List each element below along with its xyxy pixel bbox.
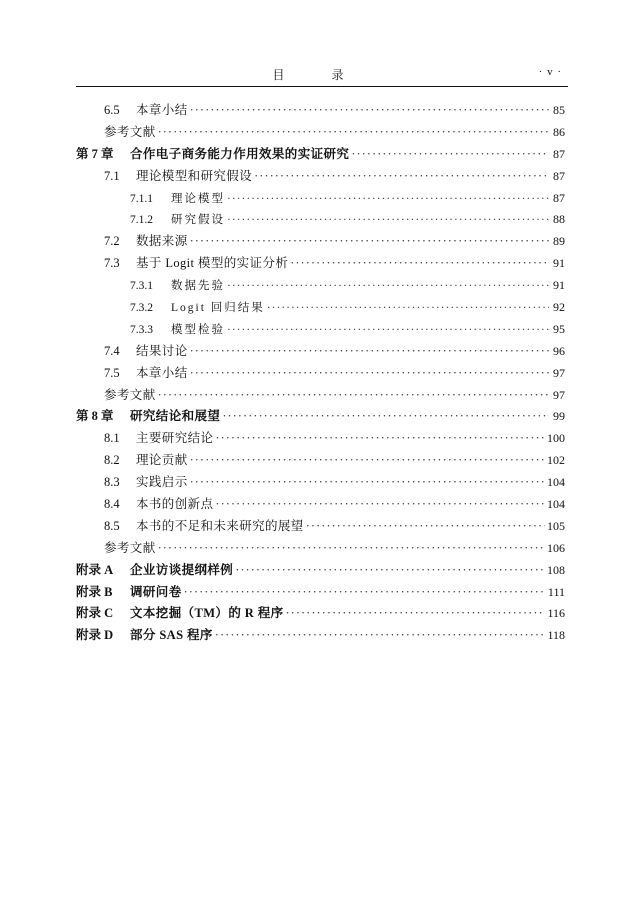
running-header-page-number: · v · bbox=[538, 66, 562, 78]
toc-entry[interactable] bbox=[76, 122, 565, 144]
toc-entry[interactable] bbox=[76, 450, 565, 472]
toc-entry[interactable] bbox=[76, 494, 565, 516]
running-header-title: 目 录 bbox=[272, 68, 366, 82]
toc-entry[interactable] bbox=[76, 166, 565, 188]
toc-entry-title: 理论贡献 bbox=[136, 453, 188, 468]
toc-entry-number: 7.2 bbox=[104, 234, 120, 249]
toc-entry-page: 87 bbox=[553, 190, 565, 205]
toc-entry-page: 118 bbox=[547, 628, 565, 643]
toc-entry-page: 104 bbox=[547, 475, 565, 490]
toc-entry-title: 参考文献 bbox=[104, 387, 156, 402]
toc-entry-page: 87 bbox=[553, 146, 565, 161]
toc-entry-number: 附录 C bbox=[76, 606, 114, 621]
toc-entry-title: 实践启示 bbox=[136, 475, 188, 490]
toc-entry-title: 理论模型 bbox=[171, 192, 225, 205]
toc-entry-number: 8.2 bbox=[104, 453, 120, 468]
dot-leader bbox=[215, 428, 545, 450]
dot-leader bbox=[254, 166, 549, 188]
toc-entry-title: 本章小结 bbox=[136, 103, 188, 117]
dot-leader bbox=[215, 494, 545, 516]
dot-leader bbox=[227, 320, 549, 342]
toc-entry-number: 7.5 bbox=[104, 365, 120, 380]
toc-entry[interactable] bbox=[76, 297, 565, 319]
toc-entry-title: 部分 SAS 程序 bbox=[130, 628, 213, 643]
toc-entry-page: 92 bbox=[553, 300, 565, 315]
toc-entry[interactable] bbox=[76, 582, 565, 604]
toc-entry-title: 本章小结 bbox=[136, 365, 188, 380]
dot-leader bbox=[190, 472, 545, 494]
toc-entry[interactable] bbox=[76, 275, 565, 297]
toc-entry[interactable] bbox=[76, 100, 565, 122]
toc-entry-title: 主要研究结论 bbox=[136, 431, 214, 446]
dot-leader bbox=[215, 625, 546, 647]
toc-entry-page: 108 bbox=[547, 562, 565, 577]
dot-leader bbox=[306, 516, 545, 538]
dot-leader bbox=[184, 582, 546, 604]
toc-entry[interactable] bbox=[76, 516, 565, 538]
toc-entry-title: 基于 Logit 模型的实证分析 bbox=[136, 256, 289, 271]
toc-entry-page: 97 bbox=[553, 365, 565, 380]
dot-leader bbox=[227, 276, 549, 298]
toc-entry-page: 102 bbox=[547, 453, 565, 468]
toc-entry[interactable] bbox=[76, 253, 565, 275]
toc-entry-number: 附录 A bbox=[76, 562, 114, 577]
toc-entry-number: 附录 D bbox=[76, 628, 114, 643]
toc-entry-number: 7.1.1 bbox=[130, 192, 153, 205]
header-rule bbox=[76, 86, 568, 87]
toc-entry-page: 97 bbox=[553, 387, 565, 402]
toc-entry-title: 理论模型和研究假设 bbox=[136, 168, 253, 183]
toc-entry-number: 第 7 章 bbox=[76, 146, 114, 161]
dot-leader bbox=[222, 406, 549, 428]
toc-entry[interactable] bbox=[76, 560, 565, 582]
toc-entry-title: 合作电子商务能力作用效果的实证研究 bbox=[130, 146, 350, 161]
toc-entry-page: 91 bbox=[553, 278, 565, 293]
dot-leader bbox=[235, 560, 545, 582]
toc-entry-title: 调研问卷 bbox=[130, 584, 182, 599]
toc-entry-page: 106 bbox=[547, 540, 565, 555]
table-of-contents bbox=[76, 100, 565, 647]
dot-leader bbox=[190, 231, 549, 253]
toc-entry-page: 100 bbox=[547, 431, 565, 446]
toc-entry-page: 104 bbox=[547, 497, 565, 512]
toc-entry[interactable] bbox=[76, 363, 565, 385]
toc-entry-title: 文本挖掘（TM）的 R 程序 bbox=[130, 606, 284, 621]
toc-entry[interactable] bbox=[76, 472, 565, 494]
toc-entry-number: 7.1.2 bbox=[130, 214, 153, 227]
toc-entry-number: 附录 B bbox=[76, 584, 113, 599]
toc-entry-page: 88 bbox=[553, 212, 565, 227]
toc-entry-number: 第 8 章 bbox=[76, 409, 114, 424]
dot-leader bbox=[267, 298, 549, 320]
dot-leader bbox=[158, 538, 545, 560]
toc-entry-number: 6.5 bbox=[104, 103, 120, 117]
toc-entry-number: 8.5 bbox=[104, 518, 120, 533]
dot-leader bbox=[158, 385, 549, 407]
toc-entry-title: 参考文献 bbox=[104, 124, 156, 139]
toc-entry-title: 数据来源 bbox=[136, 234, 188, 249]
toc-entry-page: 89 bbox=[553, 234, 565, 249]
toc-entry-number: 7.3.1 bbox=[130, 280, 153, 293]
toc-entry[interactable] bbox=[76, 144, 565, 166]
toc-entry[interactable] bbox=[76, 188, 565, 210]
toc-entry-page: 86 bbox=[553, 124, 565, 139]
toc-entry[interactable] bbox=[76, 406, 565, 428]
dot-leader bbox=[190, 363, 549, 385]
toc-entry-number: 8.1 bbox=[104, 431, 120, 446]
dot-leader bbox=[190, 100, 549, 122]
dot-leader bbox=[227, 189, 549, 211]
dot-leader bbox=[190, 341, 549, 363]
toc-entry-title: 企业访谈提纲样例 bbox=[130, 562, 234, 577]
toc-entry-page: 85 bbox=[553, 103, 565, 117]
toc-entry[interactable] bbox=[76, 385, 565, 407]
toc-entry[interactable] bbox=[76, 603, 565, 625]
toc-entry-number: 7.3 bbox=[104, 256, 120, 271]
toc-entry-title: 研究结论和展望 bbox=[130, 409, 221, 424]
toc-entry-number: 7.4 bbox=[104, 343, 120, 358]
toc-entry[interactable] bbox=[76, 625, 565, 647]
toc-entry[interactable] bbox=[76, 231, 565, 253]
toc-entry-page: 87 bbox=[553, 168, 565, 183]
toc-entry-title: 研究假设 bbox=[171, 214, 225, 227]
dot-leader bbox=[190, 450, 545, 472]
toc-entry-title: 结果讨论 bbox=[136, 343, 188, 358]
toc-entry-number: 7.3.2 bbox=[130, 302, 153, 315]
dot-leader bbox=[286, 603, 546, 625]
toc-entry[interactable] bbox=[76, 538, 565, 560]
toc-entry-page: 95 bbox=[553, 321, 565, 336]
toc-entry-page: 105 bbox=[547, 518, 565, 533]
dot-leader bbox=[227, 210, 549, 232]
toc-entry-page: 116 bbox=[547, 606, 565, 621]
dot-leader bbox=[290, 253, 549, 275]
toc-entry-number: 8.4 bbox=[104, 497, 120, 512]
toc-entry-title: 参考文献 bbox=[104, 540, 156, 555]
dot-leader bbox=[158, 122, 549, 144]
toc-entry-page: 99 bbox=[553, 409, 565, 424]
toc-entry-number: 7.3.3 bbox=[130, 323, 153, 336]
toc-entry[interactable] bbox=[76, 209, 565, 231]
toc-entry[interactable] bbox=[76, 319, 565, 341]
toc-entry-page: 96 bbox=[553, 343, 565, 358]
toc-entry-title: 本书的不足和未来研究的展望 bbox=[136, 518, 304, 533]
toc-entry[interactable] bbox=[76, 341, 565, 363]
toc-entry-title: 模型检验 bbox=[171, 323, 225, 336]
toc-entry-title: Logit 回归结果 bbox=[171, 302, 265, 315]
toc-entry-title: 本书的创新点 bbox=[136, 497, 214, 512]
toc-entry-page: 111 bbox=[547, 584, 565, 599]
toc-entry-page: 91 bbox=[553, 256, 565, 271]
dot-leader bbox=[351, 144, 549, 166]
toc-entry-number: 8.3 bbox=[104, 475, 120, 490]
toc-entry-title: 数据先验 bbox=[171, 280, 225, 293]
toc-entry[interactable] bbox=[76, 428, 565, 450]
toc-entry-number: 7.1 bbox=[104, 168, 120, 183]
